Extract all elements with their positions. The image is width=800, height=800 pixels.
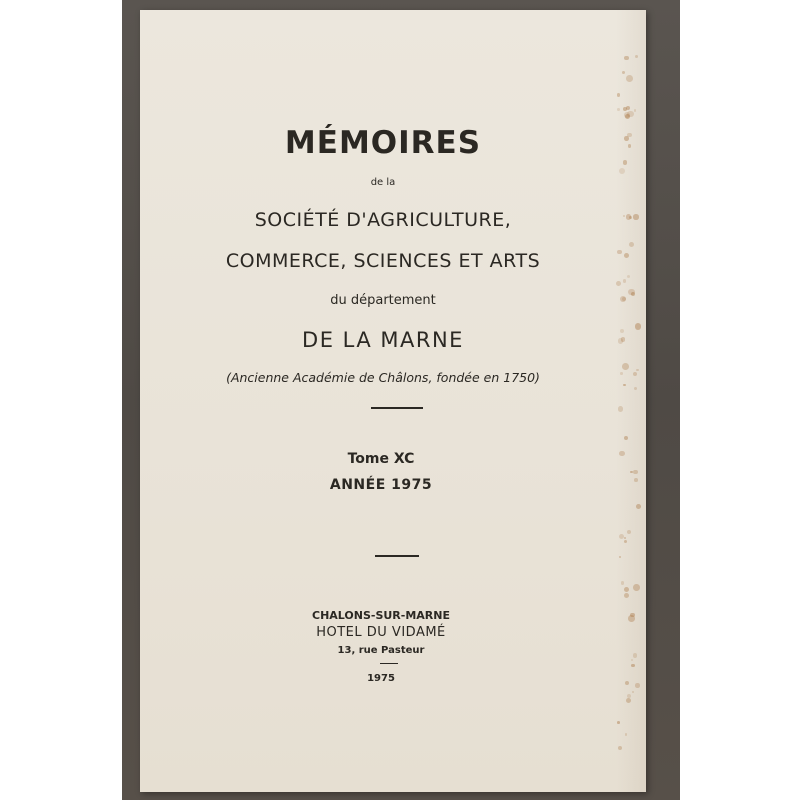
volume-year: ANNÉE 1975 — [329, 477, 433, 493]
foxing-spot — [631, 659, 634, 662]
foxing-spot — [623, 279, 626, 282]
foxing-spot — [617, 108, 620, 111]
foxing-spot — [635, 55, 638, 58]
publisher-venue: HOTEL DU VIDAMÉ — [316, 625, 446, 640]
foxing-spot — [623, 107, 627, 111]
foxing-spot — [624, 593, 629, 598]
society-name-line-2: COMMERCE, SCIENCES ET ARTS — [225, 250, 541, 272]
publication-year: 1975 — [367, 673, 395, 684]
foxing-spot — [635, 683, 639, 687]
divider-rule-small — [380, 663, 398, 664]
foxing-spot — [626, 75, 633, 82]
department-name: DE LA MARNE — [302, 328, 464, 352]
publisher-address: 13, rue Pasteur — [337, 645, 425, 656]
foxing-spot — [632, 691, 635, 694]
foxing-spot — [618, 406, 623, 411]
foxing-spot — [621, 581, 624, 584]
foxing-spot — [618, 746, 622, 750]
foxing-spot — [616, 281, 621, 286]
foxing-spot — [624, 537, 626, 539]
foxing-spot — [627, 275, 630, 278]
foxing-spot — [619, 168, 625, 174]
former-name: (Ancienne Académie de Châlons, fondée en 1750) — [226, 370, 540, 385]
foxing-spot — [636, 504, 641, 509]
foxing-spot — [629, 242, 635, 248]
cover-title: MÉMOIRES — [284, 125, 482, 161]
foxing-spot — [634, 478, 638, 482]
foxing-spot — [634, 387, 637, 390]
foxing-spot — [625, 733, 628, 736]
department-intro: du département — [330, 293, 436, 308]
book-cover — [140, 10, 646, 792]
foxing-spot — [617, 721, 620, 724]
foxing-spot — [626, 106, 630, 110]
foxing-spot — [627, 530, 631, 534]
foxing-spot — [622, 71, 625, 74]
foxing-spot — [619, 556, 621, 558]
foxing-spot — [634, 109, 636, 111]
foxing-spot — [617, 93, 621, 97]
society-name-line-1: SOCIÉTÉ D'AGRICULTURE, — [254, 209, 512, 231]
publisher-city: CHALONS-SUR-MARNE — [312, 609, 450, 622]
volume-number: Tome XC — [347, 451, 415, 467]
foxing-spot — [626, 698, 631, 703]
foxing-spot — [624, 436, 628, 440]
foxing-spot — [627, 694, 631, 698]
foxing-spot — [624, 587, 629, 592]
divider-rule — [371, 407, 423, 409]
foxing-spot — [631, 664, 634, 667]
foxing-spot — [636, 369, 639, 372]
foxing-spot — [633, 584, 640, 591]
foxing-spot — [624, 540, 627, 543]
foxing-spot — [624, 112, 630, 118]
connector-text: de la — [370, 177, 396, 188]
foxing-spot — [633, 470, 637, 474]
divider-rule — [375, 555, 419, 557]
foxing-spot — [624, 56, 628, 60]
